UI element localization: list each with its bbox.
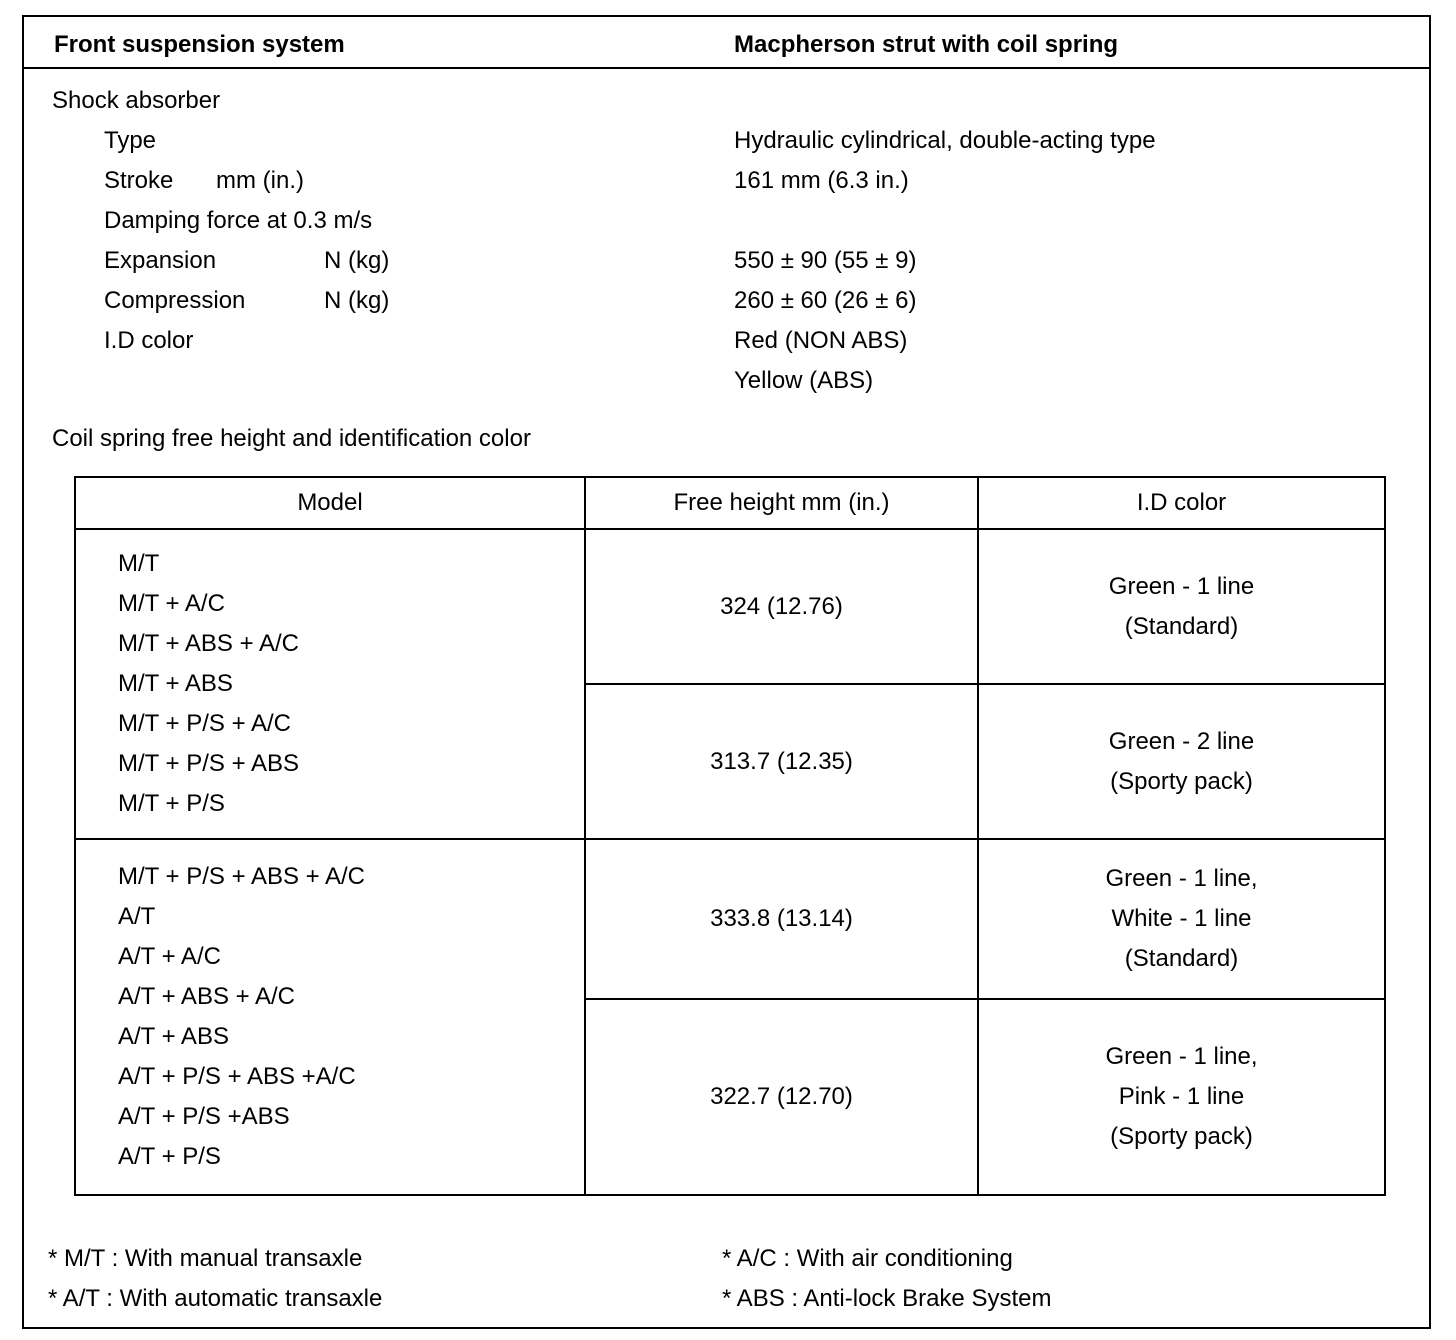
model-item: M/T + ABS + A/C <box>118 630 299 657</box>
model-group-2 <box>75 839 585 1195</box>
type-label: Type <box>104 127 157 154</box>
id-color-cell <box>978 839 1385 999</box>
id-color-cell <box>978 684 1385 839</box>
compression-unit: N (kg) <box>324 287 390 314</box>
id-color-line: Green - 1 line, <box>1105 1043 1258 1070</box>
free-height-cell: 324 (12.76) <box>585 529 978 684</box>
id-color-label: I.D color <box>104 327 194 354</box>
damping-label: Damping force at 0.3 m/s <box>104 207 373 234</box>
coil-spring-table <box>74 476 1386 1196</box>
model-item: M/T + P/S <box>118 790 225 817</box>
stroke-label: Stroke <box>104 167 174 194</box>
model-item: M/T + P/S + A/C <box>118 710 291 737</box>
model-item: M/T + ABS <box>118 670 233 697</box>
model-item: A/T + P/S + ABS +A/C <box>118 1063 356 1090</box>
id-color-cell <box>978 529 1385 684</box>
footnote-ac: * A/C : With air conditioning <box>722 1245 1013 1272</box>
stroke-value: 161 mm (6.3 in.) <box>734 167 909 194</box>
table-row <box>75 529 1385 684</box>
free-height-cell: 322.7 (12.70) <box>585 999 978 1195</box>
id-color-line: (Standard) <box>1124 612 1239 640</box>
id-color-line: (Standard) <box>1124 945 1239 972</box>
shock-absorber-title: Shock absorber <box>52 87 221 114</box>
model-item: A/T <box>118 903 156 930</box>
id-color-line: Pink - 1 line <box>1118 1083 1245 1110</box>
id-color-line: White - 1 line <box>1111 905 1252 932</box>
model-item: A/T + P/S <box>118 1143 221 1170</box>
footnote-mt: * M/T : With manual transaxle <box>48 1245 363 1272</box>
expansion-unit: N (kg) <box>324 247 390 274</box>
table-header-row <box>75 477 1385 529</box>
free-height-cell: 313.7 (12.35) <box>585 684 978 839</box>
id-color-line: (Sporty pack) <box>1110 1123 1253 1150</box>
id-color-value-2: Yellow (ABS) <box>734 367 874 394</box>
table-row <box>75 839 1385 999</box>
model-item: A/T + P/S +ABS <box>118 1103 290 1130</box>
model-item: A/T + ABS + A/C <box>118 983 295 1010</box>
model-item: M/T + P/S + ABS <box>118 750 299 777</box>
header-right: Macpherson strut with coil spring <box>734 31 1119 58</box>
free-height-cell: 333.8 (13.14) <box>585 839 978 999</box>
type-value: Hydraulic cylindrical, double-acting type <box>734 127 1156 154</box>
footnote-at: * A/T : With automatic transaxle <box>48 1285 383 1312</box>
id-color-cell <box>978 999 1385 1195</box>
footnote-abs: * ABS : Anti-lock Brake System <box>722 1285 1052 1312</box>
spec-sheet <box>22 15 1431 1329</box>
coil-spring-title: Coil spring free height and identification color <box>52 425 531 452</box>
model-item: A/T + A/C <box>118 943 221 970</box>
model-item: A/T + ABS <box>118 1023 229 1050</box>
model-item: M/T + A/C <box>118 590 225 617</box>
id-color-line: (Sporty pack) <box>1110 767 1253 795</box>
stroke-unit: mm (in.) <box>216 167 304 194</box>
id-color-line: Green - 2 line <box>1108 727 1255 755</box>
expansion-value: 550 ± 90 (55 ± 9) <box>734 247 917 274</box>
column-header-model: Model <box>75 477 585 529</box>
id-color-line: Green - 1 line <box>1108 572 1255 600</box>
compression-value: 260 ± 60 (26 ± 6) <box>734 287 917 314</box>
compression-label: Compression <box>104 287 246 314</box>
model-group-1 <box>75 529 585 839</box>
column-header-free-height: Free height mm (in.) <box>585 477 978 529</box>
column-header-id-color: I.D color <box>978 477 1385 529</box>
model-item: M/T + P/S + ABS + A/C <box>118 863 366 890</box>
expansion-label: Expansion <box>104 247 217 274</box>
id-color-value-1: Red (NON ABS) <box>734 327 908 354</box>
model-item: M/T <box>118 550 160 577</box>
header-left: Front suspension system <box>54 31 345 58</box>
header-row <box>24 17 1429 69</box>
id-color-line: Green - 1 line, <box>1105 865 1258 892</box>
